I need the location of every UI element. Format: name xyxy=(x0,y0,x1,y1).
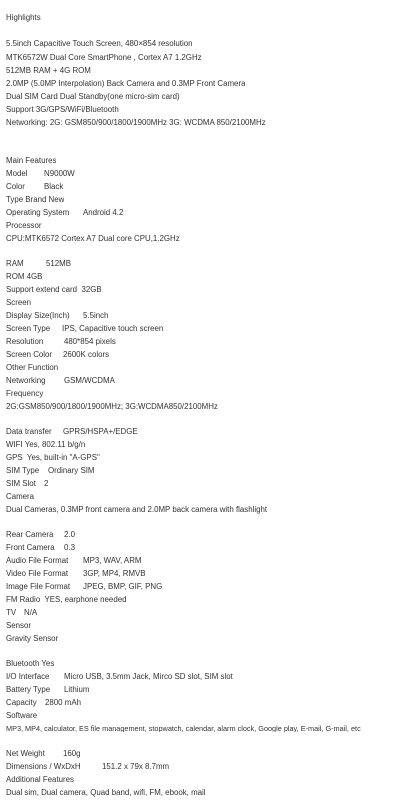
spec-net-weight xyxy=(6,750,81,758)
spec-label: Color xyxy=(6,183,25,191)
spec-image-format xyxy=(6,583,162,591)
spec-label: Resolution xyxy=(6,338,44,346)
spec-label: Model xyxy=(6,170,28,178)
highlight-item: MTK6572W Dual Core SmartPhone , Cortex A7 1.2GHz xyxy=(6,54,202,62)
spec-resolution xyxy=(6,338,116,346)
spec-value: 512MB xyxy=(46,260,72,268)
spec-label: TV xyxy=(6,609,17,617)
spec-value: Micro USB, 3.5mm Jack, Mirco SD slot, SIM slot xyxy=(64,673,233,681)
spec-io-interface xyxy=(6,673,233,681)
spec-processor-label: Processor xyxy=(6,222,42,230)
spec-label: Networking xyxy=(6,377,46,385)
spec-value: 2 xyxy=(44,480,49,488)
spec-value: 5.5inch xyxy=(83,312,109,320)
spec-model xyxy=(6,170,75,178)
spec-wifi: WIFI Yes, 802.11 b/g/n xyxy=(6,441,86,449)
spec-camera-value: Dual Cameras, 0.3MP front camera and 2.0MP back camera with flashlight xyxy=(6,506,268,514)
highlight-item: 5.5inch Capacitive Touch Screen, 480×854 resolution xyxy=(6,40,193,48)
spec-sim-type xyxy=(6,467,94,475)
spec-label: SIM Slot xyxy=(6,480,36,488)
highlights-heading: Highlights xyxy=(6,14,41,22)
spec-color xyxy=(6,183,63,191)
spec-screen-type xyxy=(6,325,163,333)
spec-data-transfer xyxy=(6,428,138,436)
spec-value: 2600K colors xyxy=(63,351,110,359)
spec-bluetooth: Bluetooth Yes xyxy=(6,660,55,668)
spec-value: Black xyxy=(44,183,64,191)
spec-label: Front Camera xyxy=(6,544,55,552)
highlight-item: Dual SIM Card Dual Standby(one micro-sim card) xyxy=(6,93,180,101)
spec-label: Image File Format xyxy=(6,583,71,591)
spec-value: 2.0 xyxy=(64,531,75,539)
spec-value: Android 4.2 xyxy=(83,209,124,217)
highlight-item: 2.0MP (5.0MP Interpolation) Back Camera and 0.3MP Front Camera xyxy=(6,80,246,88)
spec-label: RAM xyxy=(6,260,24,268)
spec-label: Operating System xyxy=(6,209,70,217)
spec-rom: ROM 4GB xyxy=(6,273,43,281)
spec-label: Capacity xyxy=(6,699,37,707)
spec-value: N/A xyxy=(24,609,38,617)
spec-label: SIM Type xyxy=(6,467,40,475)
spec-label: Rear Camera xyxy=(6,531,54,539)
spec-tv xyxy=(6,609,37,617)
highlight-item: Support 3G/GPS/WiFi/Bluetooth xyxy=(6,106,119,114)
spec-type: Type Brand New xyxy=(6,196,65,204)
spec-dimensions xyxy=(6,763,169,771)
spec-audio-format xyxy=(6,557,141,565)
spec-screen-color xyxy=(6,351,109,359)
spec-extend-card: Support extend card 32GB xyxy=(6,286,102,294)
spec-label: Net Weight xyxy=(6,750,45,758)
spec-video-format xyxy=(6,570,146,578)
spec-networking xyxy=(6,377,115,385)
spec-value: 2800 mAh xyxy=(45,699,81,707)
spec-fm-radio: FM Radio YES, earphone needed xyxy=(6,596,127,604)
spec-sim-slot xyxy=(6,480,48,488)
spec-value: 480*854 pixels xyxy=(64,338,116,346)
spec-battery-type xyxy=(6,686,89,694)
spec-label: Dimensions / WxDxH xyxy=(6,763,81,771)
spec-value: 160g xyxy=(63,750,81,758)
spec-capacity xyxy=(6,699,81,707)
spec-value: 3GP, MP4, RMVB xyxy=(83,570,146,578)
spec-value: Ordinary SIM xyxy=(48,467,95,475)
spec-display-size xyxy=(6,312,108,320)
spec-label: I/O Interface xyxy=(6,673,50,681)
spec-gravity-sensor: Gravity Sensor xyxy=(6,635,59,643)
spec-value: 0.3 xyxy=(64,544,75,552)
spec-frequency-label: Frequency xyxy=(6,390,44,398)
spec-rear-camera xyxy=(6,531,75,539)
main-features-heading: Main Features xyxy=(6,157,57,165)
spec-os xyxy=(6,209,123,217)
spec-camera-label: Camera xyxy=(6,493,35,501)
spec-value: GPRS/HSPA+/EDGE xyxy=(63,428,138,436)
spec-sensor-label: Sensor xyxy=(6,622,32,630)
highlight-item: Networking: 2G: GSM850/900/1800/1900MHz 3G: WCDMA 850/2100MHz xyxy=(6,119,266,127)
spec-label: Data transfer xyxy=(6,428,52,436)
spec-gps: GPS Yes, built-in "A-GPS" xyxy=(6,454,100,462)
spec-label: Battery Type xyxy=(6,686,51,694)
spec-label: Display Size(Inch) xyxy=(6,312,70,320)
spec-front-camera xyxy=(6,544,75,552)
spec-value: JPEG, BMP, GIF, PNG xyxy=(83,583,163,591)
spec-value: N9000W xyxy=(44,170,75,178)
spec-value: GSM/WCDMA xyxy=(64,377,115,385)
spec-frequency-value: 2G:GSM850/900/1800/1900MHz; 3G:WCDMA850/2100MHz xyxy=(6,403,218,411)
spec-value: Lithium xyxy=(64,686,90,694)
spec-value: MP3, WAV, ARM xyxy=(83,557,142,565)
spec-value: IPS, Capacitive touch screen xyxy=(62,325,164,333)
spec-label: Screen Color xyxy=(6,351,53,359)
spec-label: Screen Type xyxy=(6,325,51,333)
spec-screen-label: Screen xyxy=(6,299,32,307)
spec-processor-value: CPU:MTK6572 Cortex A7 Dual core CPU,1.2GHz xyxy=(6,235,180,243)
spec-other-function: Other Function xyxy=(6,364,59,372)
spec-additional-value: Dual sim, Dual camera, Quad band, wifi, FM, ebook, mail xyxy=(6,789,206,797)
spec-value: 151.2 x 79x 8.7mm xyxy=(102,763,170,771)
spec-additional-label: Additional Features xyxy=(6,776,74,784)
spec-ram xyxy=(6,260,71,268)
spec-label: Video File Format xyxy=(6,570,69,578)
spec-label: Audio File Format xyxy=(6,557,69,565)
spec-software-label: Software xyxy=(6,712,38,720)
highlight-item: 512MB RAM + 4G ROM xyxy=(6,67,91,75)
spec-software-value: MP3, MP4, calculator, ES file management, stopwatch, calendar, alarm clock, Google play, E-mail, G-mail, etc xyxy=(6,725,361,733)
